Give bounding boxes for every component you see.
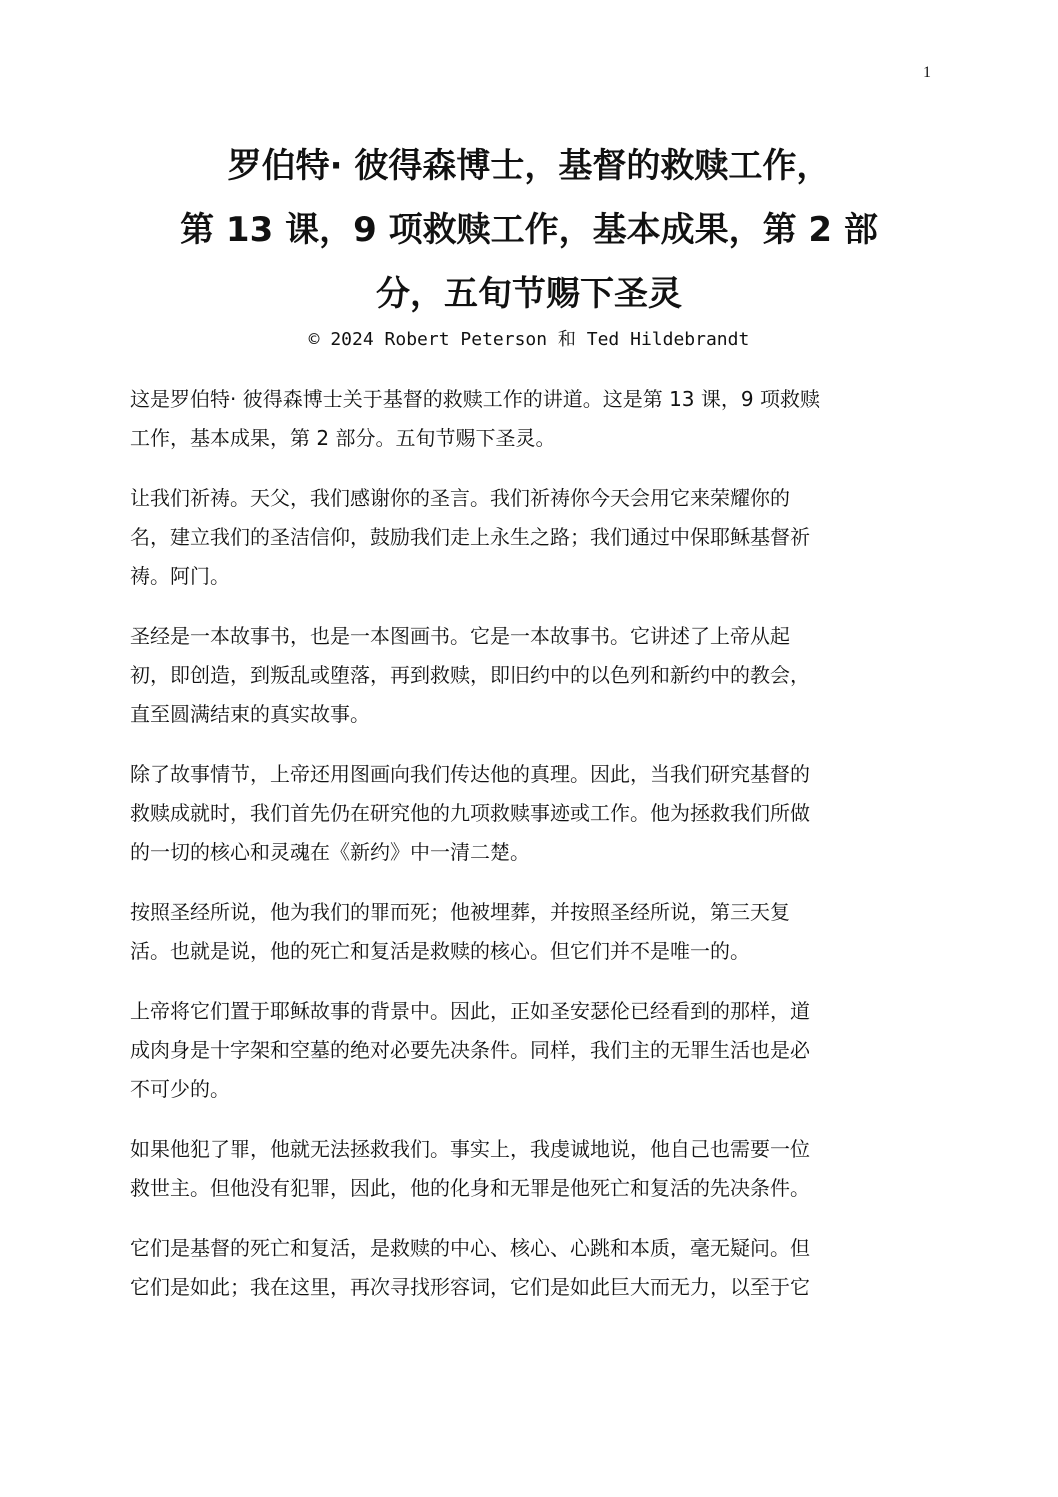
text-line: 救世主。但他没有犯罪，因此，他的化身和无罪是他死亡和复活的先决条件。 [130, 1176, 810, 1200]
paragraph [130, 617, 930, 734]
text-line: 不可少的。 [130, 1077, 230, 1101]
text-line: 名，建立我们的圣洁信仰，鼓励我们走上永生之路；我们通过中保耶稣基督祈 [130, 525, 810, 549]
paragraph [130, 1229, 930, 1307]
paragraph [130, 479, 930, 596]
page-number: 1 [923, 64, 931, 81]
title-line: 第 13 课，9 项救赎工作，基本成果，第 2 部 [180, 210, 878, 250]
paragraph [130, 380, 930, 458]
text-line: 初，即创造，到叛乱或堕落，再到救赎，即旧约中的以色列和新约中的教会， [130, 663, 810, 687]
text-line: 圣经是一本故事书，也是一本图画书。它是一本故事书。它讲述了上帝从起 [130, 624, 790, 648]
title-line: 分，五旬节赐下圣灵 [376, 274, 682, 314]
text-line: 的一切的核心和灵魂在《新约》中一清二楚。 [130, 840, 530, 864]
text-line: 这是罗伯特· 彼得森博士关于基督的救赎工作的讲道。这是第 13 课，9 项救赎 [130, 387, 820, 411]
text-line: 让我们祈祷。天父，我们感谢你的圣言。我们祈祷你今天会用它来荣耀你的 [130, 486, 790, 510]
paragraph [130, 992, 930, 1109]
text-line: 它们是基督的死亡和复活，是救赎的中心、核心、心跳和本质，毫无疑问。但 [130, 1236, 810, 1260]
text-line: 救赎成就时，我们首先仍在研究他的九项救赎事迹或工作。他为拯救我们所做 [130, 801, 810, 825]
text-line: 成肉身是十字架和空墓的绝对必要先决条件。同样，我们主的无罪生活也是必 [130, 1038, 810, 1062]
text-line: 除了故事情节，上帝还用图画向我们传达他的真理。因此，当我们研究基督的 [130, 762, 810, 786]
text-line: 工作，基本成果，第 2 部分。五旬节赐下圣灵。 [130, 426, 556, 450]
paragraph [130, 1130, 930, 1208]
text-line: 直至圆满结束的真实故事。 [130, 702, 370, 726]
text-line: 如果他犯了罪，他就无法拯救我们。事实上，我虔诚地说，他自己也需要一位 [130, 1137, 810, 1161]
text-line: 上帝将它们置于耶稣故事的背景中。因此，正如圣安瑟伦已经看到的那样，道 [130, 999, 810, 1023]
text-line: 按照圣经所说，他为我们的罪而死；他被埋葬，并按照圣经所说，第三天复 [130, 900, 790, 924]
document-title [130, 134, 928, 326]
document-body [130, 380, 930, 1328]
paragraph [130, 893, 930, 971]
text-line: 祷。阿门。 [130, 564, 230, 588]
copyright-notice: © 2024 Robert Peterson 和 Ted Hildebrandt [308, 329, 750, 350]
title-line: 罗伯特· 彼得森博士，基督的救赎工作， [227, 146, 831, 186]
paragraph [130, 755, 930, 872]
text-line: 活。也就是说，他的死亡和复活是救赎的核心。但它们并不是唯一的。 [130, 939, 750, 963]
text-line: 它们是如此；我在这里，再次寻找形容词，它们是如此巨大而无力，以至于它 [130, 1275, 810, 1299]
